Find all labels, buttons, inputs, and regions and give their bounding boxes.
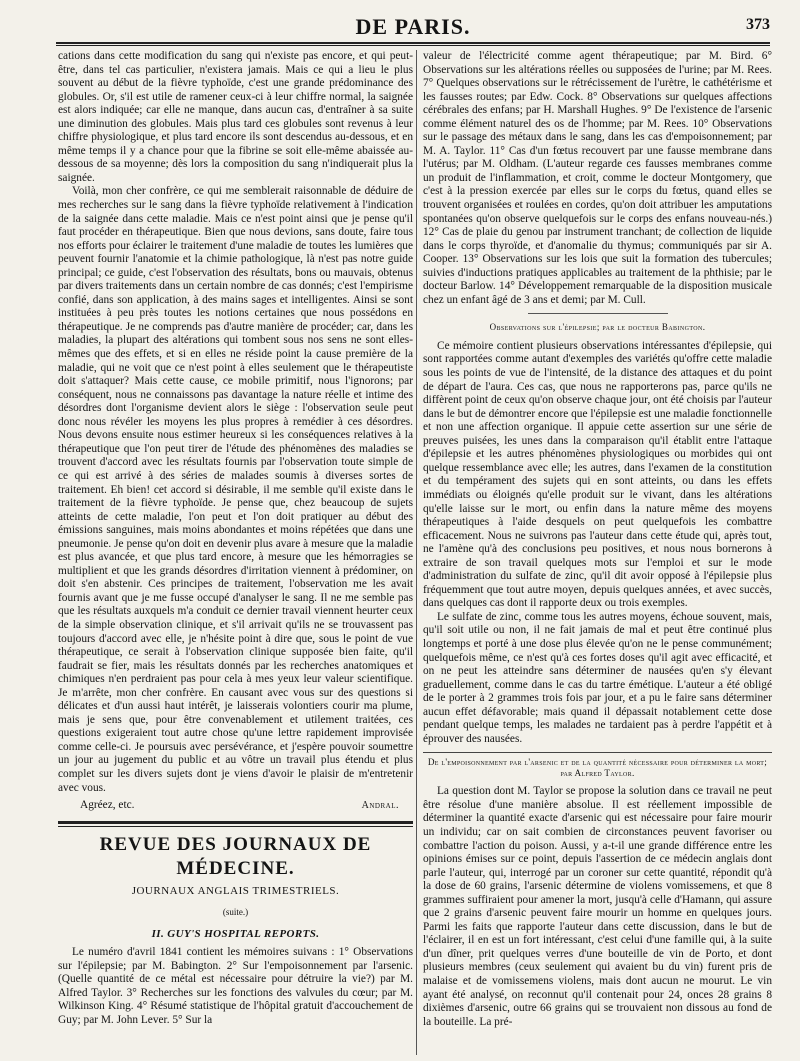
contents-continued: valeur de l'électricité comme agent thérapeutique; par M. Bird. 6° Observations sur les altérations réelles ou supposées de l'urine; par M. Rees. 7° Quelques observations sur le rétrécissement de l'urètre, le cathétérisme et les fausses routes; par Edw. Cock. 8° Observations sur quelques affections cérébrales des enfans; par H. Marshall Hughes. 9° De l'existence de l'arsenic comme élément naturel des os de l'homme; par M. Rees. 10° Observations sur le passage des métaux dans le sang, dans les cas d'empoisonnement; par M. A. Taylor. 11° Cas d'un fœtus recouvert par une fausse membrane dans l'utérus; par M. Oldham. (L'auteur regarde ces fausses membranes comme un produit de l'inflammation, et croit, comme le docteur Montgomery, que c'est à la pression exercée par elles sur le corps du fœtus, quand elles se trouvent organisées et roulées en cordes, qu'on doit attribuer les amputations spontanées qu'on observe quelquefois sur le corps des enfans nouveau-nés.) 12° Cas de plaie du genou par instrument tranchant; de collection de liquide dans le corps thyroïde, et d'anomalie du thymus; communiqués par sir A. Cooper. 13° Observations sur les lois que suit la formation des tubercules; suivies d'inductions pratiques applicables au traitement de la phthisie; par le docteur Barlow. 14° Développement remarquable de la disposition musicale chez un enfant âgé de 3 ans et demi; par M. Cull. — [423, 50, 772, 306]
arsenic-heading: De l'empoisonnement par l'arsenic et de la quantité nécessaire pour déterminer la mort; par Alfred Taylor. — [427, 757, 768, 779]
right-column — [423, 50, 772, 1029]
epilepsy-paragraph-1: Ce mémoire contient plusieurs observations intéressantes d'épilepsie, qui sont rapportées comme autant d'exemples des variétés qu'offre cette maladie sous les points de vue de l'intensité, de la distance des attaques et du point de départ de l'aura. Ces cas, que nous ne rapporterons pas, parce qu'ils ne diffèrent point de ceux qu'on observe chaque jour, ont été choisis par l'auteur dans le but de démontrer encore que l'épilepsie est une maladie fonctionnelle et non une affection organique. Il appuie cette assertion sur une série de preuves puisées, les unes dans la comparaison qu'il établit entre l'attaque d'épilepsie et les autres phénomènes physiologiques ou morbides qui ont quelque ressemblance avec elle; les autres, dans l'examen de la constitution et du tempérament des sujets qui en sont atteints, ou dans les effets immédiats ou éloignés qu'elle produit sur le vivant, dans les altérations qu'elle laisse sur le mort, ou enfin dans la nature même des moyens thérapeutiques à l'aide desquels on peut quelquefois les combattre efficacement. Nous ne suivrons pas l'auteur dans cette étude qui, après tout, ne l'amène qu'à des conclusions peu positives, et nous nous bornerons à extraire de son travail quelques mots sur l'emploi et sur le mode d'administration du sulfate de zinc, qu'il dit avoir opposé à l'épilepsie plus fréquemment que tout autre moyen, depuis quelques années, et avec succès, dans quelques cas dont il rapporte deux ou trois exemples. — [423, 339, 772, 610]
continued-label: (suite.) — [222, 907, 249, 918]
short-rule — [528, 313, 668, 314]
section-rule-thick — [58, 821, 413, 824]
header-rule-thin — [56, 45, 770, 46]
section-subtitle: JOURNAUX ANGLAIS TRIMESTRIELS. — [131, 884, 340, 897]
subsection-title: II. GUY'S HOSPITAL REPORTS. — [151, 927, 320, 940]
column-divider — [416, 50, 417, 1055]
arsenic-paragraph: La question dont M. Taylor se propose la solution dans ce travail ne peut être résolue d'une manière absolue. Il est réellement impossible de déterminer la quantité exacte d'arsenic qui est nécessaire pour faire mourir un individu; car on sait combien de circonstances peuvent favoriser ou combattre l'action du poison. Aussi, y a-t-il une grande différence entre les opinions émises sur ce point, depuis l'assertion de ce médecin anglais dont parle l'auteur, qui, interrogé par un coroner sur cette quantité, répondit qu'à la dose de 60 grains, l'arsenic détermine de violens vomissemens, et que 8 grammes suffiraient pour amener la mort, jusqu'à celle d'Hamann, qui assure que 2 grains d'arsenic peuvent faire mourir un homme en quelques jours. Parmi les faits que rapporte l'auteur dans cette discussion, dans le but de l'éclairer, il en est un fort intéressant, c'est celui d'une famille qui, à la suite d'un dîner, prit quelques verres d'une bouteille de vin de Porto, et dont plusieurs membres (ceux seulement qui avaient bu du vin) furent pris de malaise et de vomissemens violens, mais dont aucun ne mourut. Le vin ayant été analysé, on reconnut qu'il contenait pour 24, onces 28 grains 8 dixièmes d'arsenic, outre 66 grains qui se trouvaient non dissous au fond de la bouteille. La pré- — [423, 785, 772, 1028]
running-title: DE PARIS. — [355, 14, 471, 39]
closing-formula: Agréez, etc. — [80, 799, 135, 812]
signature-line — [58, 799, 413, 813]
letter-paragraph-1: cations dans cette modification du sang qui n'existe pas encore, et qui peut-être, dans tel cas particulier, n'existera jamais. Mais ce qui a lieu le plus souvent au début de la fièvre typhoïde, c'est une grande prédominance des globules. Or, s'il est utile de ramener ceux-ci à leur chiffre normal, la saignée est alors indiquée; car elle ne manque, dans aucun cas, d'entraîner à sa suite une diminution des globules. Mais plus tard ces globules sont revenus à leur chiffre physiologique, et plus tard encore ils sont descendus au-dessous, et en même temps il y a chance pour que la fibrine se soit elle-même abaissée au-dessous de sa moyenne; dès lors la composition du sang n'indiquerait plus la saignée. — [58, 50, 413, 184]
section-rule — [423, 752, 772, 753]
page-number: 373 — [746, 16, 770, 33]
header-rule — [56, 42, 770, 44]
contents-paragraph: Le numéro d'avril 1841 contient les mémoires suivans : 1° Observations sur l'épilepsie; par M. Babington. 2° Sur l'empoisonnement par l'arsenic. (Quelle quantité de ce métal est nécessaire pour détruire la vie?) par M. Alfred Taylor. 3° Recherches sur les fonctions des valvules du cœur; par M. Wilkinson King. 4° Résumé statistique de l'hôpital gratuit d'accouchement de Guy; par M. John Lever. 5° Sur la — [58, 946, 413, 1026]
page-header — [56, 6, 770, 40]
epilepsy-paragraph-2: Le sulfate de zinc, comme tous les autres moyens, échoue souvent, mais, qu'il soit utile ou non, il ne fait jamais de mal et peut être continué plus longtemps et porté à une dose plus élevée qu'on ne le pense communément; quelquefois même, ce n'est qu'à ces fortes doses qu'il agit avec efficacité, et on ne peut les atteindre sans déterminer de nausées qu'en s'y élevant graduellement, comme dans le cas du tartre émétique. L'auteur a été obligé de le porter à 2 grammes trois fois par jour, et a pu le faire sans déterminer aucun effet défavorable; mais quand il dépassait notablement cette dose pendant quelque temps, les malades ne tardaient pas à perdre l'appétit et à éprouver des nausées. — [423, 610, 772, 745]
section-title: REVUE DES JOURNAUX DE MÉDECINE. — [99, 833, 372, 879]
epilepsy-heading: Observations sur l'épilepsie; par le docteur Babington. — [489, 322, 706, 333]
section-rule-thin — [58, 826, 413, 827]
letter-paragraph-2: Voilà, mon cher confrère, ce qui me semblerait raisonnable de déduire de mes recherches sur le sang dans la fièvre typhoïde relativement à l'indication de la saignée dans cette maladie. Mais ce n'est point ainsi que je pense qu'il faut procéder en thérapeutique. Bien que nous devions, sans doute, faire tous nos efforts pour éclairer le traitement d'une maladie de toutes les lumières que peuvent fournir l'anatomie et la chimie pathologique, là n'est pas notre guide principal; ce guide, c'est l'observation des résultats, bons ou mauvais, obtenus par divers traitements dans un certain nombre de cas donnés; c'est l'empirisme confié, dans son application, à des mains sages et intelligentes. Ainsi se sont instituées à peu près toutes les notions certaines que nous possédons en thérapeutique. Je ne comprends pas d'autre manière de procéder; car, dans les maladies, la plupart des altérations qui tombent sous nos sens ne sont elles-mêmes que des effets, et si en elles ne réside point la cause première de la maladie, qui ne voit que ce n'est point à elles seulement que le thérapeutiste doit s'attaquer? Mais cette cause, ce mobile primitif, nous l'ignorons; par conséquent, nous ne connaissons pas davantage la nature réelle et intime des désordres dont l'organisme devient alors le siège : l'observation seule peut donc nous révéler les moyens les plus propres à remédier à ces désordres. Nous devons ensuite nous estimer heureux si les conséquences relatives à la thérapeutique que l'on peut tirer de l'étude des phénomènes des maladies se trouvent d'accord avec les résultats fournis par l'observation toute simple de ce qui est arrivé à des séries de malades soumis à diverses sortes de traitement. Eh bien! cet accord si désirable, il me semble qu'il existe dans le traitement de la fièvre typhoïde. Je pense que, chez beaucoup de sujets atteints de cette maladie, l'on peut et l'on doit pratiquer au début des émissions sanguines, mais moins abondantes et moins répétées que dans une pneumonie. Je pense qu'on doit en devenir plus avare à mesure que la maladie est plus avancée, et que plus tard encore, à mesure que les hémorragies se multiplient et que les grands désordres d'irritation viennent à prédominer, on doit s'en abstenir. Ces principes de traitement, l'observation me les avait fournis avant que je me fusse occupé d'analyser le sang. Il ne me semble pas que les résultats auxquels m'a conduit ce dernier travail viennent heurter ceux de la simple observation clinique, et s'il arrivait qu'ils ne se trouvassent pas toujours d'accord avec elle, je n'hésite point à dire que, sous le point de vue thérapeutique, ce serait à l'observation clinique supposée bien faite, qu'il faudrait se fier, mais les résultats donnés par les recherches anatomiques et chimiques n'en perdraient pas pour cela à mes yeux leur valeur scientifique. Je m'arrête, mon cher confrère. En causant avec vous sur des questions si délicates et d'un aussi haut intérêt, je laisserais volontiers courir ma plume, mais je sens que, pour être convenablement et utilement traitées, ces questions exigeraient tout autre chose qu'une lettre rapidement improvisée comme celle-ci. Je poursuis avec persévérance, et j'espère pouvoir soumettre un jour au jugement du public et au vôtre un travail plus étendu et plus complet sur les divers sujets dont je viens d'avoir le plaisir de m'entretenir avec vous. — [58, 185, 413, 794]
author-signature: Andral. — [361, 800, 399, 812]
left-column — [58, 50, 413, 1028]
